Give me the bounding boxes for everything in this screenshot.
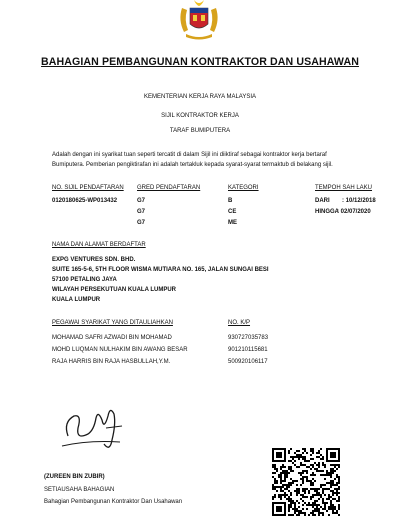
valid-from-label: DARI bbox=[315, 198, 330, 204]
category-value: CE bbox=[228, 209, 237, 215]
officer-name: MOHD LUQMAN NULHAKIM BIN AWANG BESAR bbox=[52, 347, 188, 353]
valid-to-label: HINGGA bbox=[315, 209, 339, 215]
grade-value: G7 bbox=[137, 220, 146, 226]
personnel-header: PEGAWAI SYARIKAT YANG DITAULIAHKAN bbox=[52, 320, 173, 326]
officer-name: MOHAMAD SAFRI AZWADI BIN MOHAMAD bbox=[52, 335, 172, 341]
certificate-name: SIJIL KONTRAKTOR KERJA bbox=[161, 113, 239, 119]
officer-name: RAJA HARRIS BIN RAJA HASBULLAH,Y.M. bbox=[52, 359, 171, 365]
certificate-statement bbox=[52, 150, 372, 170]
valid-to-date: : 02/07/2020 bbox=[337, 209, 371, 215]
signatory-name: (ZUREEN BIN ZUBIR) bbox=[44, 474, 105, 480]
address-line: WILAYAH PERSEKUTUAN KUALA LUMPUR bbox=[52, 287, 177, 293]
signature-image bbox=[58, 400, 128, 456]
reg-no-header: NO. SIJIL PENDAFTARAN bbox=[52, 185, 124, 191]
grade-value: G7 bbox=[137, 209, 146, 215]
address-line: EXPG VENTURES SDN. BHD. bbox=[52, 257, 136, 263]
valid-from-date: : 10/12/2018 bbox=[342, 198, 376, 204]
status-text: TARAF BUMIPUTERA bbox=[169, 128, 231, 134]
category-value: B bbox=[228, 198, 233, 204]
statement-line: Adalah dengan ini syarikat tuan seperti tercatit di dalam Sijil ini diiktiraf sebagai kontraktor kerja bertaraf bbox=[52, 152, 327, 158]
qr-code-icon bbox=[270, 448, 342, 516]
ministry-name: KEMENTERIAN KERJA RAYA MALAYSIA bbox=[143, 94, 257, 100]
document-title: BAHAGIAN PEMBANGUNAN KONTRAKTOR DAN USAHAWAN bbox=[41, 56, 359, 68]
malaysia-coat-of-arms-icon bbox=[176, 0, 222, 40]
officer-ic: 500920106117 bbox=[228, 359, 268, 365]
registered-address bbox=[52, 255, 269, 305]
grade-header: GRED PENDAFTARAN bbox=[137, 185, 201, 191]
officer-ic: 901210115681 bbox=[228, 347, 268, 353]
address-line: KUALA LUMPUR bbox=[52, 297, 101, 303]
reg-no-value: 0120180625-WP013432 bbox=[52, 198, 118, 204]
address-header: NAMA DAN ALAMAT BERDAFTAR bbox=[52, 242, 146, 248]
category-value: ME bbox=[228, 220, 237, 226]
address-line: SUITE 165-5-6, 5TH FLOOR WISMA MUTIARA NO. 165, JALAN SUNGAI BESI bbox=[52, 267, 269, 273]
statement-line: Bumiputera. Pemberian pengiktirafan ini adalah tertakluk kepada syarat-syarat termaktub di belakang sijil. bbox=[52, 162, 333, 168]
category-header: KATEGORI bbox=[228, 185, 259, 191]
address-line: 57100 PETALING JAYA bbox=[52, 277, 117, 283]
signatory-title: SETIAUSAHA BAHAGIAN bbox=[44, 487, 115, 493]
signatory-department: Bahagian Pembangunan Kontraktor Dan Usahawan bbox=[44, 499, 183, 505]
validity-header: TEMPOH SAH LAKU bbox=[315, 185, 373, 191]
ic-number-header: NO. K/P bbox=[228, 320, 251, 326]
officer-ic: 930727035783 bbox=[228, 335, 269, 341]
grade-value: G7 bbox=[137, 198, 146, 204]
